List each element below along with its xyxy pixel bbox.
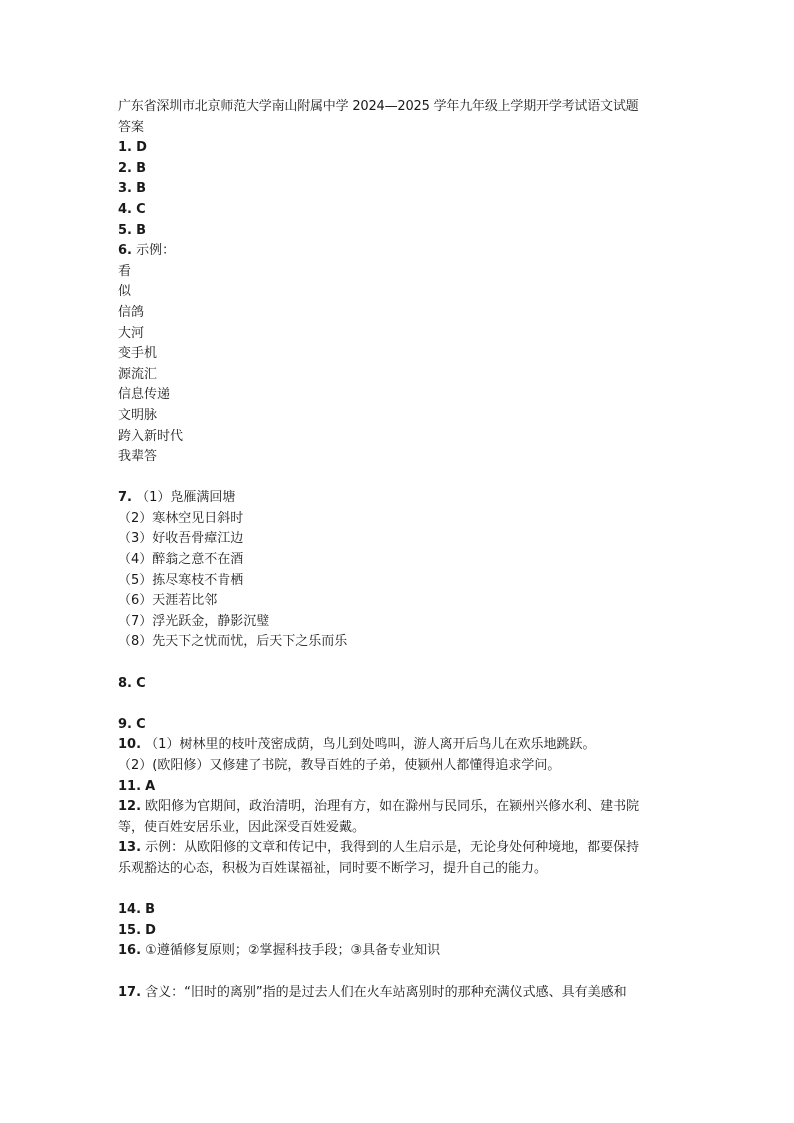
answer-line: 跨入新时代 [118, 428, 184, 444]
answer-line: 变手机 [118, 346, 158, 362]
document-title: 广东省深圳市北京师范大学南山附属中学 2024—2025 学年九年级上学期开学考试语文试题 [118, 99, 639, 114]
answer-line: （4）醉翁之意不在酒 [118, 552, 244, 568]
spacer [118, 653, 688, 674]
answer-line: 信鸽 [118, 304, 145, 320]
answer-line: （3）好收吾骨瘴江边 [118, 531, 244, 547]
answer-line: （5）拣尽寒枝不肯栖 [118, 572, 244, 588]
question-number: 12. [118, 799, 142, 815]
question-number: 3. [118, 181, 132, 197]
answer-line: 似 [118, 284, 132, 300]
answer-item-10 [118, 735, 688, 756]
answer-value: B [136, 222, 147, 238]
answer-line: 欧阳修为官期间，政治清明，治理有方，如在滁州与民同乐，在颍州兴修水利、建书院 [145, 799, 640, 815]
question-number: 11. [118, 778, 142, 794]
answer-label: 示例： [136, 243, 176, 259]
answer-item-6 [118, 241, 688, 262]
answer-item-3 [118, 179, 688, 200]
answer-line: 信息传递 [118, 387, 171, 403]
answer-value: C [136, 201, 146, 217]
question-number: 2. [118, 160, 132, 176]
answer-value: D [136, 140, 147, 156]
answer-value: A [145, 778, 156, 794]
answer-line: （7）浮光跃金，静影沉璧 [118, 613, 270, 629]
answer-item-17 [118, 983, 688, 1004]
spacer [118, 468, 688, 489]
answer-document [118, 97, 688, 1003]
answer-line: 源流汇 [118, 366, 158, 382]
answer-value: B [136, 160, 147, 176]
question-number: 14. [118, 902, 142, 918]
question-number: 16. [118, 943, 142, 959]
answer-item-12 [118, 797, 688, 818]
answer-item-4 [118, 200, 688, 221]
answer-item-8 [118, 674, 688, 695]
question-number: 1. [118, 140, 132, 156]
question-number: 7. [118, 490, 132, 506]
answer-line: 文明脉 [118, 407, 158, 423]
answer-item-16 [118, 941, 688, 962]
question-number: 10. [118, 737, 142, 753]
answer-value: B [145, 902, 156, 918]
answer-item-2 [118, 159, 688, 180]
answer-item-11 [118, 777, 688, 798]
answer-line: ①遵循修复原则；②掌握科技手段；③具备专业知识 [145, 943, 441, 959]
answer-line: （8）先天下之忧而忧，后天下之乐而乐 [118, 634, 348, 650]
answer-value: B [136, 181, 147, 197]
answer-line: 我辈答 [118, 449, 158, 465]
spacer [118, 880, 688, 901]
answer-line: （2）(欧阳修）又修建了书院，教导百姓的子弟，使颍州人都懂得追求学问。 [118, 758, 561, 773]
question-number: 17. [118, 984, 142, 1000]
spacer [118, 694, 688, 715]
question-number: 6. [118, 243, 132, 259]
answer-item-13 [118, 838, 688, 859]
answer-line: （1）凫雁满回塘 [136, 490, 236, 506]
question-number: 15. [118, 922, 142, 938]
answer-item-9 [118, 715, 688, 736]
answer-line: 含义：“旧时的离别”指的是过去人们在火车站离别时的那种充满仪式感、具有美感和 [145, 984, 627, 1000]
answer-line: （2）寒林空见日斜时 [118, 510, 244, 526]
spacer [118, 962, 688, 983]
answer-line: 等，使百姓安居乐业，因此深受百姓爱戴。 [118, 819, 366, 835]
answer-line: 看 [118, 263, 132, 279]
answer-item-14 [118, 900, 688, 921]
document-subtitle: 答案 [118, 119, 145, 135]
answer-item-7 [118, 488, 688, 509]
answer-item-1 [118, 138, 688, 159]
question-number: 4. [118, 201, 132, 217]
answer-line: （1）树林里的枝叶茂密成荫，鸟儿到处鸣叫，游人离开后鸟儿在欢乐地跳跃。 [145, 737, 596, 753]
question-number: 9. [118, 716, 132, 732]
answer-value: C [136, 675, 146, 691]
question-number: 13. [118, 840, 142, 856]
question-number: 8. [118, 675, 132, 691]
answer-value: C [136, 716, 146, 732]
answer-item-15 [118, 921, 688, 942]
answer-value: D [145, 922, 156, 938]
answer-line: 乐观豁达的心态，积极为百姓谋福祉，同时要不断学习，提升自己的能力。 [118, 860, 548, 876]
question-number: 5. [118, 222, 132, 238]
answer-line: （6）天涯若比邻 [118, 593, 218, 609]
answer-line: 示例：从欧阳修的文章和传记中，我得到的人生启示是，无论身处何种境地，都要保持 [145, 840, 640, 856]
answer-item-5 [118, 221, 688, 242]
answer-line: 大河 [118, 325, 145, 341]
